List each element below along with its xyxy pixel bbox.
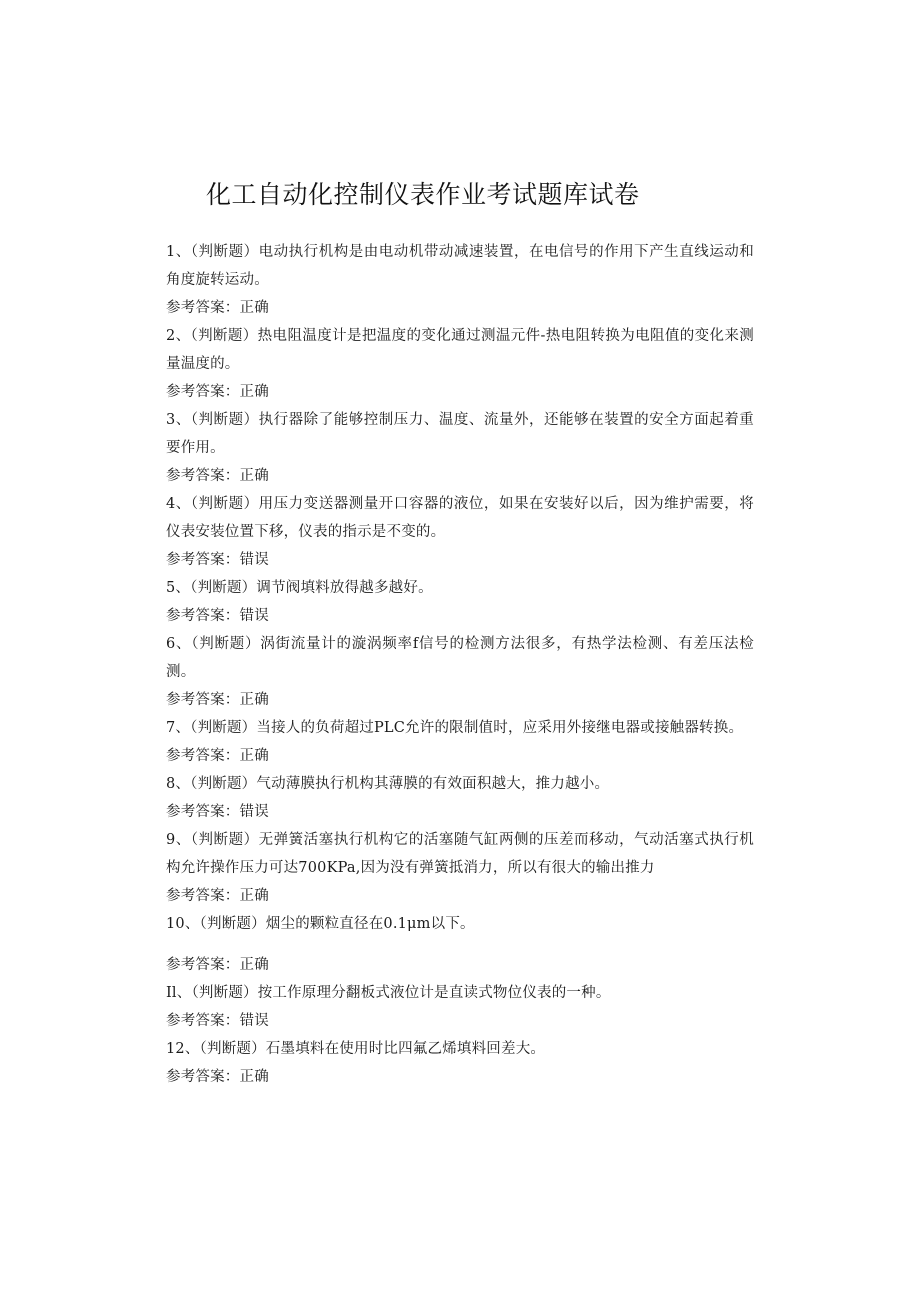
- question-text: 12、（判断题）石墨填料在使用时比四氟乙烯填料回差大。: [166, 1041, 546, 1057]
- question-item: [166, 490, 754, 574]
- question-item: [166, 322, 754, 406]
- question-text: Il、（判断题）按工作原理分翻板式液位计是直读式物位仪表的一种。: [166, 985, 611, 1001]
- question-item: [166, 910, 754, 979]
- reference-answer: 参考答案：正确: [166, 692, 269, 708]
- question-text: 9、（判断题）无弹簧活塞执行机构它的活塞随气缸两侧的压差而移动，气动活塞式执行机构允许操作压力可达700KPa,因为没有弹簧抵消力，所以有很大的输出推力: [166, 832, 754, 876]
- question-text: 8、（判断题）气动薄膜执行机构其薄膜的有效面积越大，推力越小。: [166, 776, 610, 792]
- question-item: [166, 574, 754, 630]
- question-text: 10、（判断题）烟尘的颗粒直径在0.1μm以下。: [166, 916, 475, 932]
- reference-answer: 参考答案：正确: [166, 384, 269, 400]
- reference-answer: 参考答案：正确: [166, 748, 269, 764]
- question-item: [166, 1035, 754, 1091]
- question-item: [166, 714, 754, 770]
- question-text: 3、（判断题）执行器除了能够控制压力、温度、流量外，还能够在装置的安全方面起着重要作用。: [166, 412, 754, 456]
- reference-answer: 参考答案：正确: [166, 888, 269, 904]
- question-text: 6、（判断题）涡街流量计的漩涡频率f信号的检测方法很多，有热学法检测、有差压法检测。: [166, 636, 754, 680]
- question-item: [166, 630, 754, 714]
- reference-answer: 参考答案：正确: [166, 468, 269, 484]
- reference-answer: 参考答案：正确: [166, 957, 269, 973]
- question-text: 2、（判断题）热电阻温度计是把温度的变化通过测温元件-热电阻转换为电阻值的变化来测量温度的。: [166, 328, 754, 372]
- reference-answer: 参考答案：错误: [166, 1013, 269, 1029]
- question-item: [166, 238, 754, 322]
- question-list: [166, 238, 754, 1091]
- question-text: 5、（判断题）调节阀填料放得越多越好。: [166, 580, 433, 596]
- question-item: [166, 770, 754, 826]
- reference-answer: 参考答案：错误: [166, 552, 269, 568]
- reference-answer: 参考答案：错误: [166, 804, 269, 820]
- page-title: 化工自动化控制仪表作业考试题库试卷: [206, 180, 640, 209]
- question-item: [166, 826, 754, 910]
- question-item: [166, 979, 754, 1035]
- question-text: 7、（判断题）当接人的负荷超过PLC允许的限制值时，应采用外接继电器或接触器转换。: [166, 720, 744, 736]
- reference-answer: 参考答案：错误: [166, 608, 269, 624]
- reference-answer: 参考答案：正确: [166, 300, 269, 316]
- reference-answer: 参考答案：正确: [166, 1069, 269, 1085]
- question-text: 1、（判断题）电动执行机构是由电动机带动减速装置，在电信号的作用下产生直线运动和角度旋转运动。: [166, 244, 754, 288]
- question-item: [166, 406, 754, 490]
- question-text: 4、（判断题）用压力变送器测量开口容器的液位，如果在安装好以后，因为维护需要，将仪表安装位置下移，仪表的指示是不变的。: [166, 496, 754, 540]
